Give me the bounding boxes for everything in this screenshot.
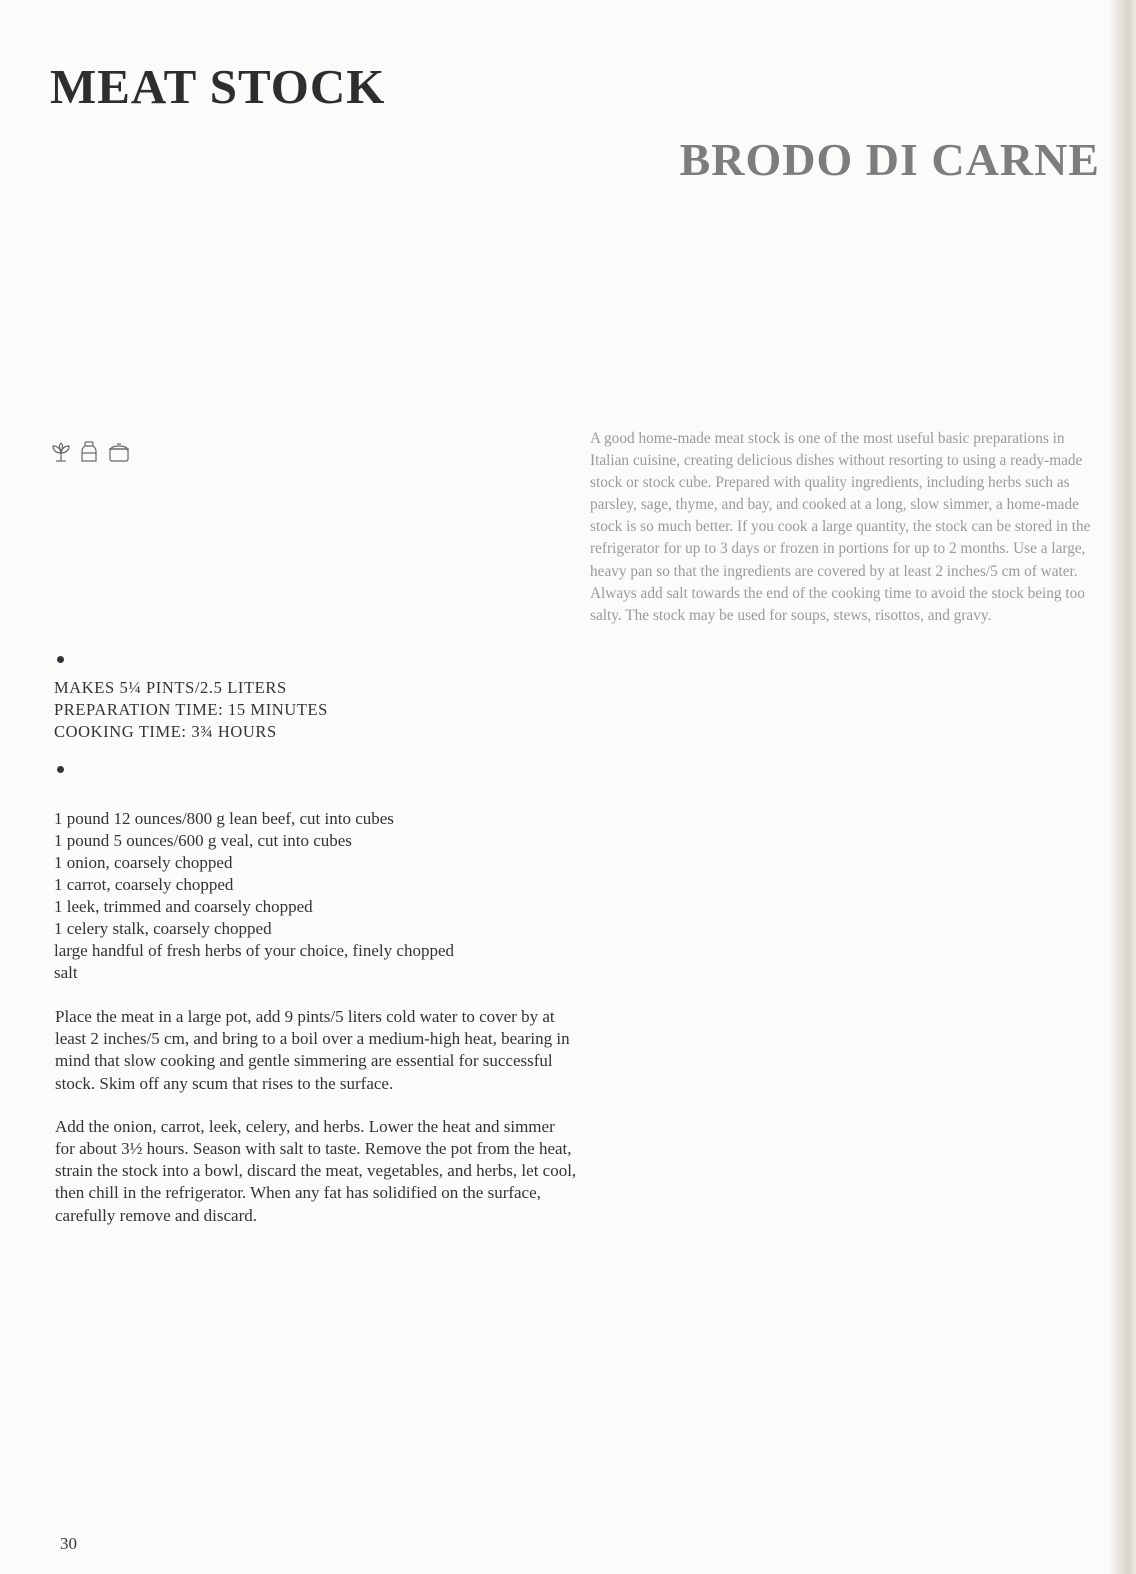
recipe-title-italian: BRODO DI CARNE xyxy=(679,134,1100,185)
ingredient-item: 1 pound 12 ounces/800 g lean beef, cut into cubes xyxy=(54,809,394,828)
prep-time-text: PREPARATION TIME: 15 MINUTES xyxy=(54,700,328,719)
section-bullet xyxy=(57,766,64,773)
ingredient-item: 1 carrot, coarsely chopped xyxy=(54,875,234,894)
ingredient-item: 1 pound 5 ounces/600 g veal, cut into cubes xyxy=(54,831,352,850)
recipe-intro: A good home-made meat stock is one of the most useful basic preparations in Italian cuisine, creating delicious dishes without resorting to using a ready-made stock or stock cube. Prepared with quality ingredients, including herbs such as parsley, sage, thyme, and bay, and cooked at a long, slow simmer, a home-made stock is so much better. If you cook a large quantity, the stock can be stored in the refrigerator for up to 3 days or frozen in portions for up to 2 months. Use a large, heavy pan so that the ingredients are covered by at least 2 inches/5 cm of water. Always add salt towards the end of the cooking time to avoid the stock being too salty. The stock may be used for soups, stews, risottos, and gravy. xyxy=(590,430,1091,624)
ingredient-item: salt xyxy=(54,963,78,982)
ingredient-item: 1 onion, coarsely chopped xyxy=(54,853,233,872)
method-step: Place the meat in a large pot, add 9 pints/5 liters cold water to cover by at least 2 inches/5 cm, and bring to a boil over a medium-high heat, bearing in mind that slow cooking and gentle simmering are essential for successful stock. Skim off any scum that rises to the surface. xyxy=(55,1007,570,1093)
ingredient-item: large handful of fresh herbs of your choice, finely chopped xyxy=(54,941,454,960)
method-step: Add the onion, carrot, leek, celery, and herbs. Lower the heat and simmer for about 3½ hours. Season with salt to taste. Remove the pot from the heat, strain the stock into a bowl, discard the meat, vegetables, and herbs, let cool, then chill in the refrigerator. When any fat has solidified on the surface, carefully remove and discard. xyxy=(55,1116,577,1225)
ingredient-item: 1 leek, trimmed and coarsely chopped xyxy=(54,897,313,916)
method-section xyxy=(55,1006,577,1248)
recipe-meta xyxy=(54,677,328,743)
recipe-title-english: MEAT STOCK xyxy=(50,59,386,114)
page-edge-shadow xyxy=(1108,0,1136,1574)
ingredient-list xyxy=(54,808,454,984)
page-number: 30 xyxy=(60,1534,77,1553)
jar-icon xyxy=(80,441,98,463)
recipe-icons xyxy=(50,441,132,463)
section-bullet xyxy=(57,656,64,663)
cook-time-text: COOKING TIME: 3¾ HOURS xyxy=(54,722,277,741)
yield-text: MAKES 5¼ PINTS/2.5 LITERS xyxy=(54,678,287,697)
vegetable-icon xyxy=(50,441,72,463)
ingredient-item: 1 celery stalk, coarsely chopped xyxy=(54,919,272,938)
pot-icon xyxy=(106,441,132,463)
